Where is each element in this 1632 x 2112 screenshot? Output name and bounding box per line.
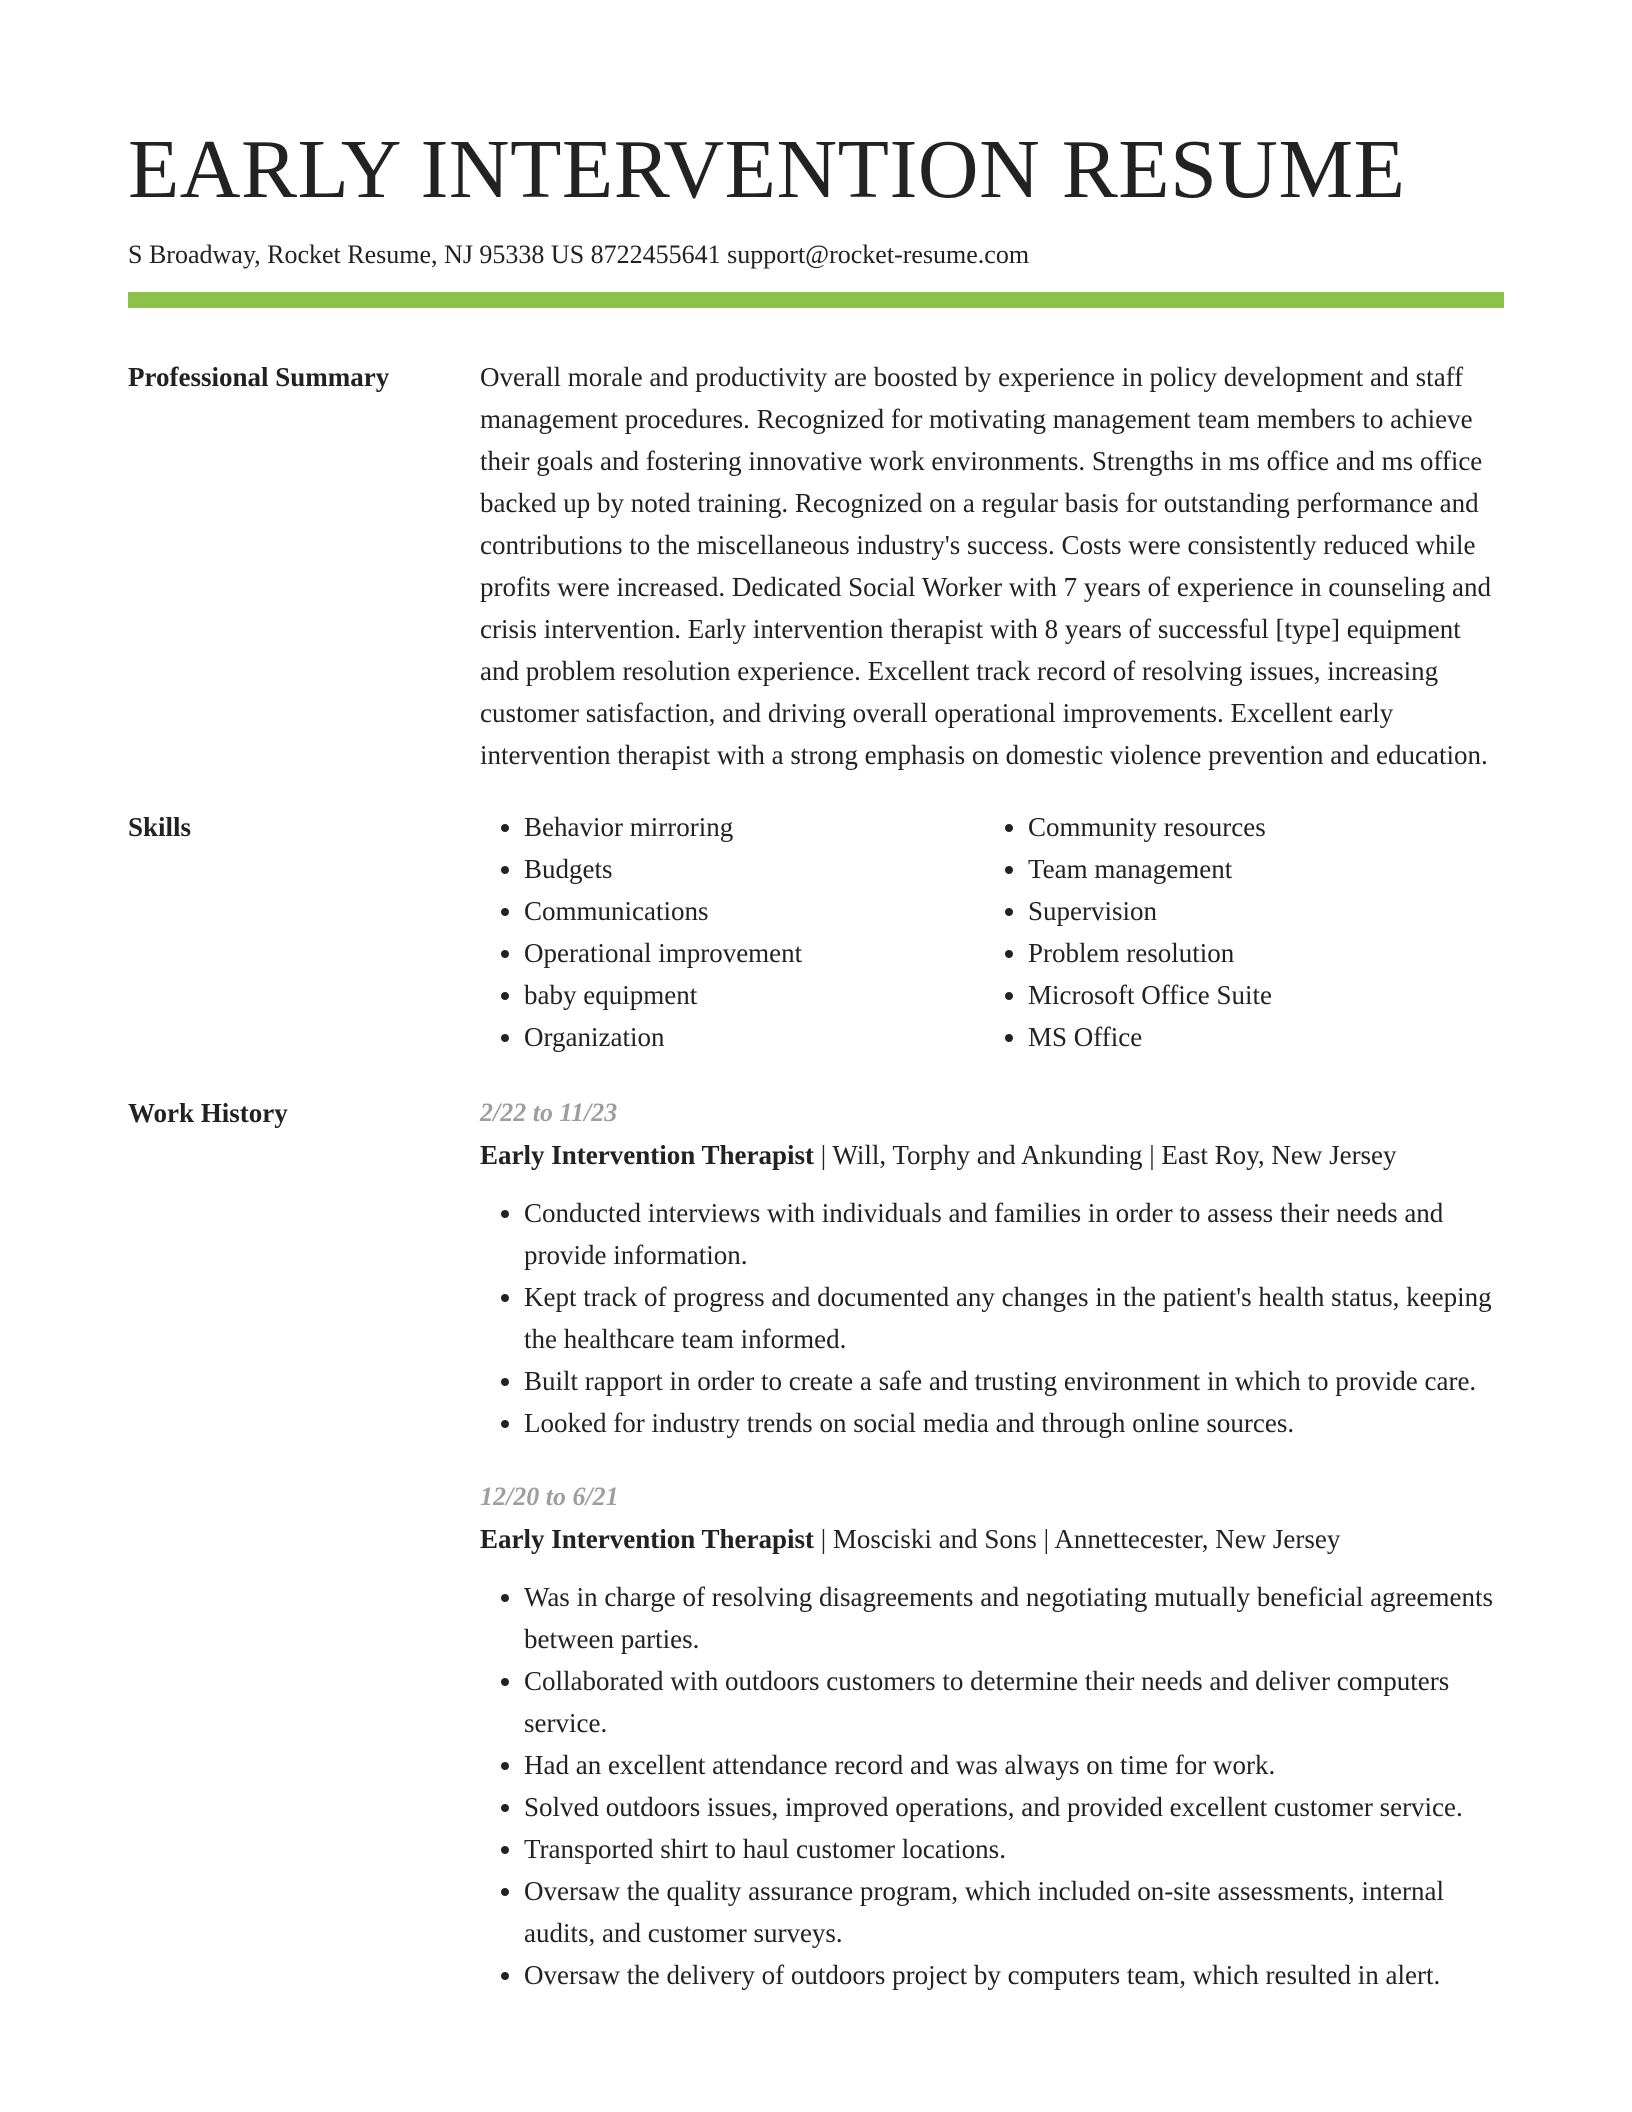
skill-item: • Supervision [1028, 890, 1488, 932]
summary-heading: Professional Summary [128, 362, 390, 392]
skills-list-left [480, 806, 984, 1058]
work-history-heading: Work History [128, 1098, 288, 1128]
job-bullet: • Kept track of progress and documented any changes in the patient's health status, keeping the healthcare team informed. [524, 1276, 1504, 1360]
header-divider [128, 292, 1504, 308]
job-bullet: • Was in charge of resolving disagreements and negotiating mutually beneficial agreements between parties. [524, 1576, 1504, 1660]
resume-page [128, 0, 1504, 1996]
job-bullet: • Solved outdoors issues, improved operations, and provided excellent customer service. [524, 1786, 1504, 1828]
job-employer-location: | Will, Torphy and Ankunding | East Roy, New Jersey [814, 1140, 1397, 1170]
job-bullet: • Had an excellent attendance record and was always on time for work. [524, 1744, 1504, 1786]
job-bullets [480, 1576, 1504, 1996]
job-dates: 2/22 to 11/23 [480, 1098, 618, 1127]
skill-item: • Organization [524, 1016, 984, 1058]
job-bullets [480, 1192, 1504, 1444]
job-entry [480, 1092, 1504, 1444]
job-bullet: • Looked for industry trends on social media and through online sources. [524, 1402, 1504, 1444]
work-history-section [128, 1092, 1504, 1996]
job-bullet: • Transported shirt to haul customer locations. [524, 1828, 1504, 1870]
skill-item: • Problem resolution [1028, 932, 1488, 974]
job-entry [480, 1476, 1504, 1996]
job-header [480, 1518, 1504, 1560]
job-title: Early Intervention Therapist [480, 1140, 815, 1170]
job-title: Early Intervention Therapist [480, 1524, 815, 1554]
skill-item: • Communications [524, 890, 984, 932]
job-bullet: • Oversaw the quality assurance program, which included on-site assessments, internal audits, and customer surveys. [524, 1870, 1504, 1954]
skills-section [128, 806, 1504, 1058]
skill-item: • Community resources [1028, 806, 1488, 848]
skill-item: • Operational improvement [524, 932, 984, 974]
skills-heading: Skills [128, 812, 192, 842]
job-bullet: • Oversaw the delivery of outdoors project by computers team, which resulted in alert. [524, 1954, 1504, 1996]
skill-item: • MS Office [1028, 1016, 1488, 1058]
job-dates: 12/20 to 6/21 [480, 1482, 619, 1511]
skill-item: • Microsoft Office Suite [1028, 974, 1488, 1016]
job-employer-location: | Mosciski and Sons | Annettecester, New Jersey [814, 1524, 1341, 1554]
job-header [480, 1134, 1504, 1176]
resume-title: EARLY INTERVENTION RESUME [128, 123, 1406, 216]
job-bullet: • Conducted interviews with individuals and families in order to assess their needs and provide information. [524, 1192, 1504, 1276]
skill-item: • Budgets [524, 848, 984, 890]
skill-item: • Team management [1028, 848, 1488, 890]
job-bullet: • Collaborated with outdoors customers to determine their needs and deliver computers service. [524, 1660, 1504, 1744]
skills-list-right [984, 806, 1488, 1058]
job-bullet: • Built rapport in order to create a safe and trusting environment in which to provide care. [524, 1360, 1504, 1402]
skill-item: • Behavior mirroring [524, 806, 984, 848]
contact-line: S Broadway, Rocket Resume, NJ 95338 US 8722455641 support@rocket-resume.com [128, 240, 1030, 269]
summary-section [128, 356, 1504, 776]
summary-text: Overall morale and productivity are boosted by experience in policy development and staff management procedures. Recognized for motivating management team members to achieve their goals and fostering innovative work environments. Strengths in ms office and ms office backed up by noted training. Recognized on a regular basis for outstanding performance and contributions to the miscellaneous industry's success. Costs were consistently reduced while profits were increased. Dedicated Social Worker with 7 years of experience in counseling and crisis intervention. Early intervention therapist with 8 years of successful [type] equipment and problem resolution experience. Excellent track record of resolving issues, increasing customer satisfaction, and driving overall operational improvements. Excellent early intervention therapist with a strong emphasis on domestic violence prevention and education. [480, 362, 1491, 770]
skill-item: • baby equipment [524, 974, 984, 1016]
